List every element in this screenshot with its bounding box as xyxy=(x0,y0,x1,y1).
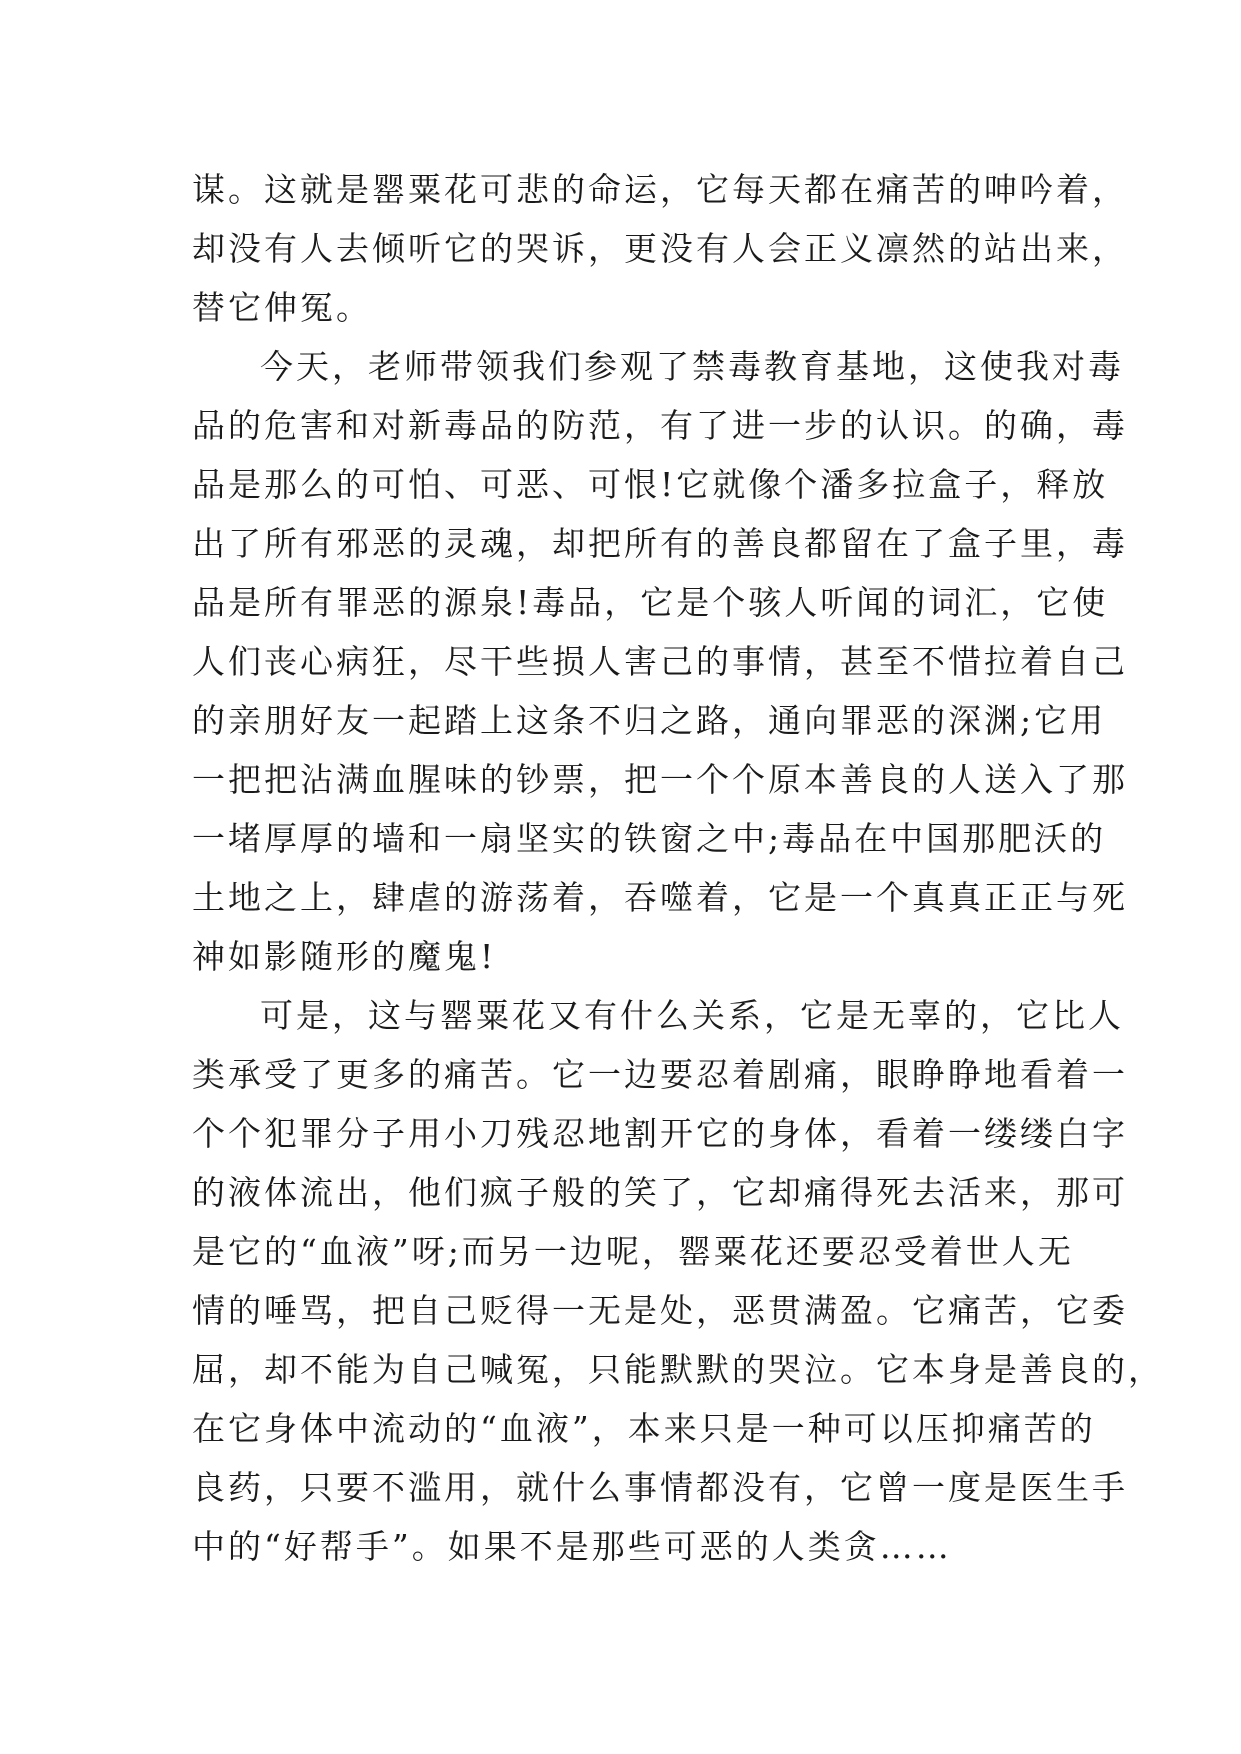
text-line: 情的唾骂，把自己贬得一无是处，恶贯满盈。它痛苦，它委 xyxy=(192,1291,1128,1330)
document-body xyxy=(192,160,1164,1576)
text-line: 谋。这就是罂粟花可悲的命运，它每天都在痛苦的呻吟着， xyxy=(192,170,1128,209)
text-line: 的液体流出，他们疯子般的笑了，它却痛得死去活来，那可 xyxy=(192,1173,1128,1212)
text-line: 可是，这与罂粟花又有什么关系，它是无辜的，它比人 xyxy=(260,996,1124,1035)
paragraph-2 xyxy=(192,337,1128,986)
text-line: 中的“好帮手”。如果不是那些可恶的人类贪…… xyxy=(192,1527,952,1566)
text-line: 一把把沾满血腥味的钞票，把一个个原本善良的人送入了那 xyxy=(192,760,1128,799)
text-line: 在它身体中流动的“血液”，本来只是一种可以压抑痛苦的 xyxy=(192,1409,1096,1448)
text-line: 是它的“血液”呀;而另一边呢，罂粟花还要忍受着世人无 xyxy=(192,1232,1074,1271)
text-line: 今天，老师带领我们参观了禁毒教育基地，这使我对毒 xyxy=(260,347,1124,386)
text-line: 一堵厚厚的墙和一扇坚实的铁窗之中;毒品在中国那肥沃的 xyxy=(192,819,1107,858)
text-line: 品是所有罪恶的源泉!毒品，它是个骇人听闻的词汇，它使 xyxy=(192,583,1109,622)
paragraph-1 xyxy=(192,160,1128,337)
text-line: 土地之上，肆虐的游荡着，吞噬着，它是一个真真正正与死 xyxy=(192,878,1128,917)
text-line: 替它伸冤。 xyxy=(192,288,372,327)
text-line: 品的危害和对新毒品的防范，有了进一步的认识。的确，毒 xyxy=(192,406,1128,445)
text-line: 良药，只要不滥用，就什么事情都没有，它曾一度是医生手 xyxy=(192,1468,1128,1507)
text-line: 屈，却不能为自己喊冤，只能默默的哭泣。它本身是善良的， xyxy=(192,1350,1164,1389)
text-line: 类承受了更多的痛苦。它一边要忍着剧痛，眼睁睁地看着一 xyxy=(192,1055,1128,1094)
text-line: 神如影随形的魔鬼! xyxy=(192,937,497,976)
text-line: 品是那么的可怕、可恶、可恨!它就像个潘多拉盒子，释放 xyxy=(192,465,1109,504)
text-line: 出了所有邪恶的灵魂，却把所有的善良都留在了盒子里，毒 xyxy=(192,524,1128,563)
text-line: 人们丧心病狂，尽干些损人害己的事情，甚至不惜拉着自己 xyxy=(192,642,1128,681)
text-line: 个个犯罪分子用小刀残忍地割开它的身体，看着一缕缕白字 xyxy=(192,1114,1128,1153)
text-line: 却没有人去倾听它的哭诉，更没有人会正义凛然的站出来， xyxy=(192,229,1128,268)
paragraph-3 xyxy=(192,986,1164,1576)
text-line: 的亲朋好友一起踏上这条不归之路，通向罪恶的深渊;它用 xyxy=(192,701,1107,740)
